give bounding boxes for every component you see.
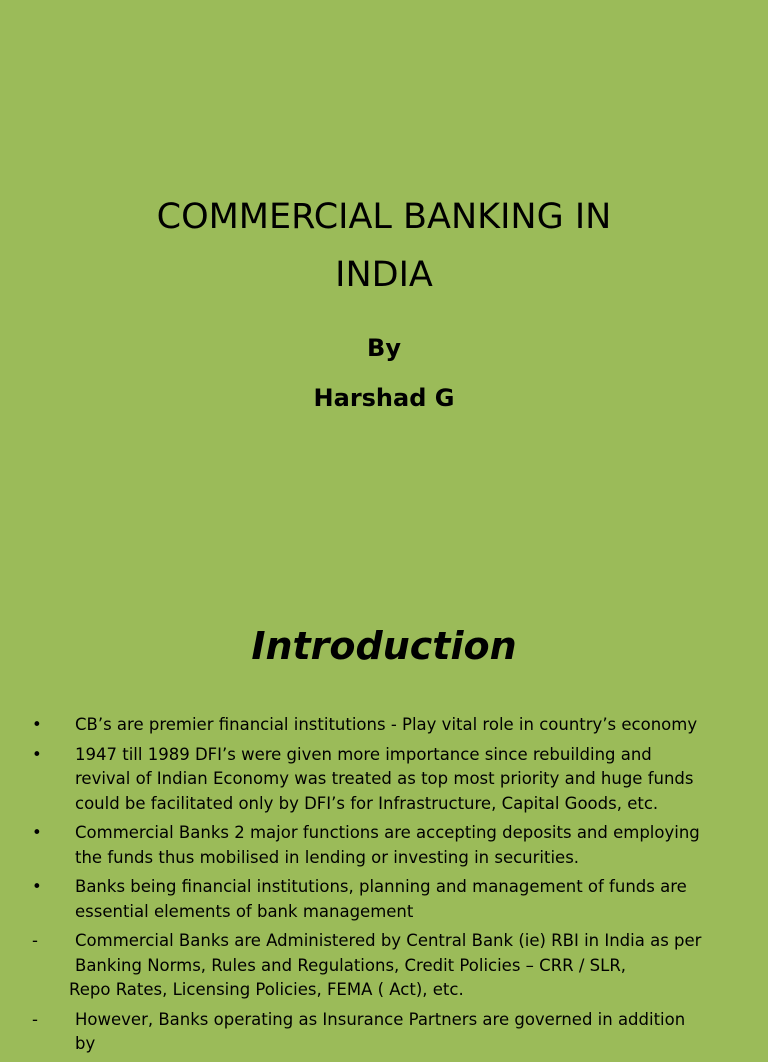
- bullet-text: However, Banks operating as Insurance Partners are governed in addition by: [75, 1009, 686, 1053]
- bullet-item: [0, 875, 768, 924]
- bullet-text: Commercial Banks 2 major functions are accepting deposits and employing the funds thus mobilised in lending or investing in securities.: [75, 823, 700, 867]
- bullet-item: [0, 821, 768, 870]
- author-name: Harshad G: [313, 384, 455, 412]
- slide-title: [0, 188, 768, 304]
- by-label: By: [367, 334, 401, 362]
- bullet-item: [0, 743, 768, 817]
- bullet-list: [0, 713, 768, 1062]
- bullet-text: Commercial Banks are Administered by Central Bank (ie) RBI in India as per Banking Norms, Rules and Regulations, Credit Policies – CRR / SLR,: [75, 931, 702, 975]
- bullet-text: 1947 till 1989 DFI’s were given more importance since rebuilding and revival of Indian Economy was treated as top most priority and huge funds could be facilitated only by DFI’s for Infrastructure, Capital Goods, etc.: [75, 744, 694, 813]
- bullet-marker: -: [32, 1009, 38, 1029]
- introduction-heading: Introduction: [251, 624, 517, 668]
- bullet-item: [0, 713, 768, 738]
- bullet-marker: -: [32, 931, 38, 950]
- bullet-continuation: Repo Rates, Licensing Policies, FEMA ( Act), etc.: [69, 980, 464, 999]
- bullet-item: [0, 1008, 768, 1057]
- bullet-item: [0, 929, 768, 1003]
- slide-title-line-2: INDIA: [335, 255, 433, 295]
- bullet-text: Banks being financial institutions, planning and management of funds are essential elements of bank management: [75, 877, 687, 921]
- slide-title-line-1: COMMERCIAL BANKING IN: [156, 197, 612, 237]
- introduction-slide: [0, 576, 768, 1053]
- bullet-marker: •: [32, 877, 42, 896]
- bullet-text: CB’s are premier financial institutions - Play vital role in country’s economy: [75, 715, 698, 734]
- bullet-marker: •: [32, 715, 42, 734]
- bullet-marker: •: [32, 823, 42, 842]
- bullet-marker: •: [32, 744, 42, 764]
